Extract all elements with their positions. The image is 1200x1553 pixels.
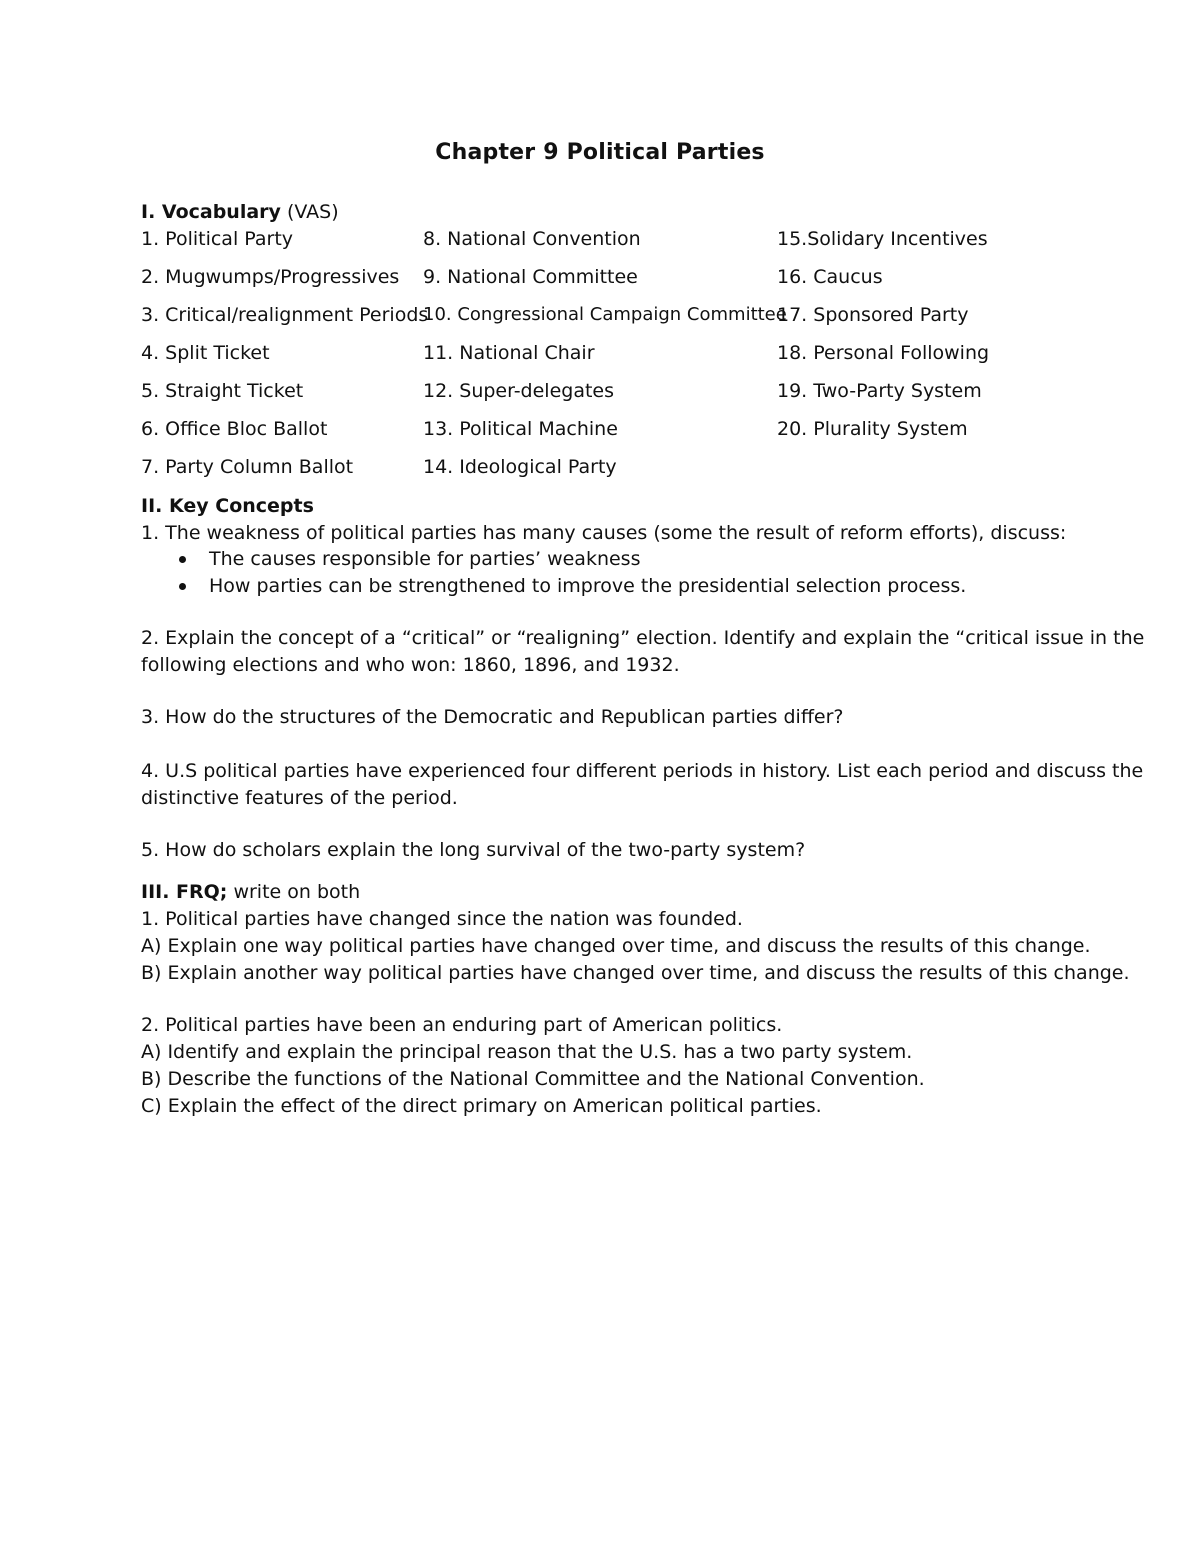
vocab-term: 8. National Convention bbox=[423, 228, 641, 250]
vocab-term: 10. Congressional Campaign Committee bbox=[423, 304, 787, 325]
frq-heading-note: write on both bbox=[233, 881, 361, 903]
bullet-icon bbox=[179, 556, 186, 563]
frq-question: 1. Political parties have changed since the nation was founded. bbox=[141, 908, 743, 930]
frq-heading-line bbox=[141, 880, 360, 904]
vocab-term: 13. Political Machine bbox=[423, 418, 618, 440]
concept-question: 5. How do scholars explain the long survival of the two-party system? bbox=[141, 839, 806, 861]
concept-question: 4. U.S political parties have experienced four different periods in history. List each period and discuss the bbox=[141, 760, 1144, 782]
vocab-term: 18. Personal Following bbox=[777, 342, 990, 364]
vocab-term: 7. Party Column Ballot bbox=[141, 456, 354, 478]
vocab-term: 12. Super-delegates bbox=[423, 380, 615, 402]
frq-part: B) Explain another way political parties have changed over time, and discuss the results of this change. bbox=[141, 962, 1130, 984]
concept-question-cont: following elections and who won: 1860, 1896, and 1932. bbox=[141, 654, 680, 676]
vocab-term: 6. Office Bloc Ballot bbox=[141, 418, 328, 440]
vocab-term: 15.Solidary Incentives bbox=[777, 228, 988, 250]
vocab-term: 2. Mugwumps/Progressives bbox=[141, 266, 400, 288]
vocab-term: 20. Plurality System bbox=[777, 418, 968, 440]
concept-question-cont: distinctive features of the period. bbox=[141, 787, 458, 809]
vocab-term: 16. Caucus bbox=[777, 266, 883, 288]
vocabulary-heading: I. Vocabulary bbox=[141, 201, 281, 223]
vocab-term: 19. Two-Party System bbox=[777, 380, 982, 402]
frq-heading: III. FRQ; bbox=[141, 881, 228, 903]
vocab-term: 3. Critical/realignment Periods bbox=[141, 304, 429, 326]
frq-part: B) Describe the functions of the National Committee and the National Convention. bbox=[141, 1068, 925, 1090]
frq-part: C) Explain the effect of the direct primary on American political parties. bbox=[141, 1095, 822, 1117]
vocabulary-heading-note: (VAS) bbox=[286, 201, 339, 223]
concept-question: 2. Explain the concept of a “critical” or “realigning” election. Identify and explain the “critical issue in the bbox=[141, 627, 1145, 649]
vocab-term: 11. National Chair bbox=[423, 342, 595, 364]
vocab-term: 5. Straight Ticket bbox=[141, 380, 304, 402]
key-concepts-heading: II. Key Concepts bbox=[141, 495, 314, 517]
concept-bullet: The causes responsible for parties’ weakness bbox=[209, 548, 641, 570]
vocabulary-heading-line bbox=[141, 200, 339, 224]
concept-bullet: How parties can be strengthened to improve the presidential selection process. bbox=[209, 575, 967, 597]
vocab-term: 17. Sponsored Party bbox=[777, 304, 969, 326]
frq-question: 2. Political parties have been an enduring part of American politics. bbox=[141, 1014, 783, 1036]
vocab-term: 9. National Committee bbox=[423, 266, 638, 288]
bullet-icon bbox=[179, 583, 186, 590]
concept-question: 3. How do the structures of the Democratic and Republican parties differ? bbox=[141, 706, 844, 728]
frq-part: A) Explain one way political parties have changed over time, and discuss the results of this change. bbox=[141, 935, 1091, 957]
frq-part: A) Identify and explain the principal reason that the U.S. has a two party system. bbox=[141, 1041, 913, 1063]
vocab-term: 14. Ideological Party bbox=[423, 456, 617, 478]
page-title: Chapter 9 Political Parties bbox=[435, 140, 765, 165]
vocab-term: 1. Political Party bbox=[141, 228, 294, 250]
vocab-term: 4. Split Ticket bbox=[141, 342, 270, 364]
concept-question: 1. The weakness of political parties has many causes (some the result of reform efforts), discuss: bbox=[141, 522, 1067, 544]
